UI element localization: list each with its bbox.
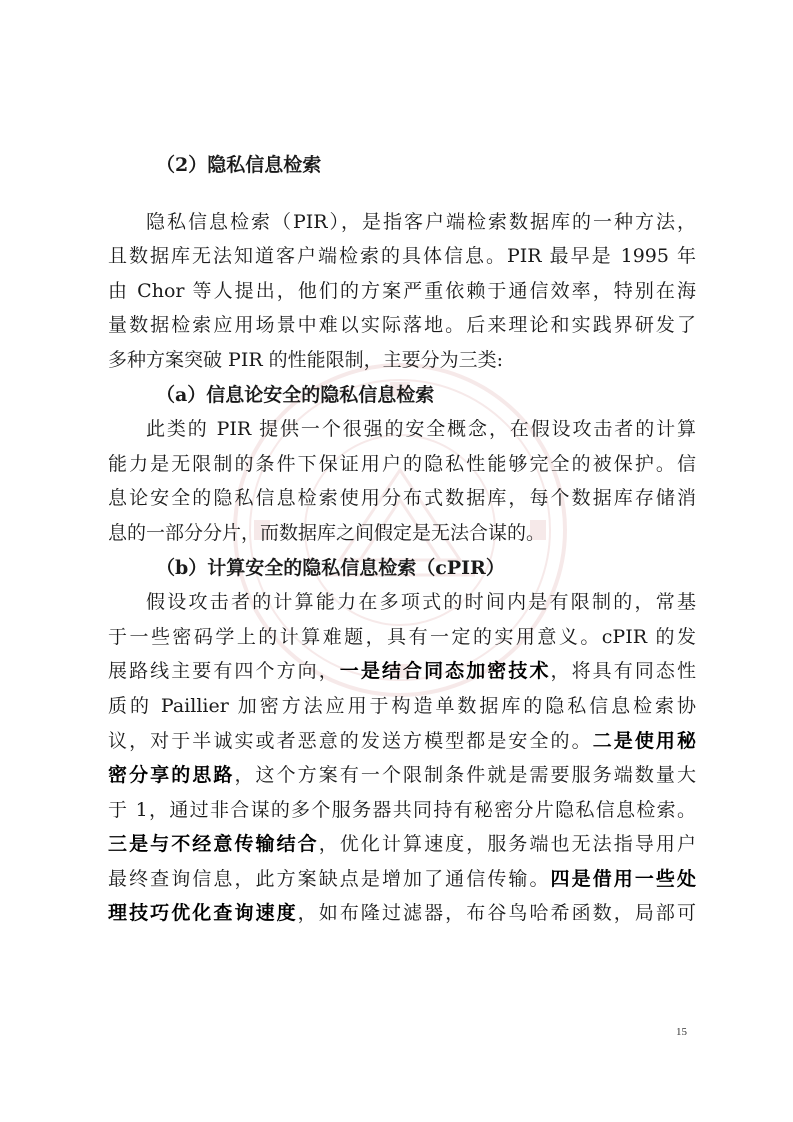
paragraph-line: 质的 Paillier 加密方法应用于构造单数据库的隐私信息检索协 <box>108 694 696 717</box>
text-span: ，这个方案有一个限制条件就是需要服务端数量大 <box>234 764 696 787</box>
subsection-heading-a: （a）信息论安全的隐私信息检索 <box>156 383 435 406</box>
section-heading: （2）隐私信息检索 <box>156 154 322 176</box>
page-number: 15 <box>676 1026 687 1038</box>
paragraph-line: 息的一部分分片，而数据库之间假定是无法合谋的。 <box>108 521 546 544</box>
text-span: ，将具有同态性 <box>550 660 696 683</box>
bold-highlight: 密分享的思路 <box>108 764 235 787</box>
bold-highlight: 三是与不经意传输结合 <box>108 833 319 856</box>
paragraph-line: 于一些密码学上的计算难题，具有一定的实用意义。cPIR 的发 <box>108 625 696 648</box>
document-body <box>108 148 696 931</box>
bold-highlight: 一是结合同态加密技术 <box>339 660 551 683</box>
text-span: ，优化计算速度，服务端也无法指导用户 <box>318 833 696 856</box>
paragraph-line <box>108 724 696 759</box>
bold-highlight: 四是借用一些处 <box>550 867 696 890</box>
paragraph-line: 且数据库无法知道客户端检索的具体信息。PIR 最早是 1995 年 <box>108 245 696 268</box>
paragraph-line <box>108 827 696 862</box>
paragraph-line: 此类的 PIR 提供一个很强的安全概念，在假设攻击者的计算 <box>146 418 696 441</box>
text-span: 议，对于半诚实或者恶意的发送方模型都是安全的。 <box>108 729 593 752</box>
text-span: 最终查询信息，此方案缺点是增加了通信传输。 <box>108 867 551 890</box>
paragraph-line: 假设攻击者的计算能力在多项式的时间内是有限制的，常基 <box>146 591 696 614</box>
paragraph-line <box>108 654 696 689</box>
paragraph-line: 能力是无限制的条件下保证用户的隐私性能够完全的被保护。信 <box>108 452 696 475</box>
paragraph-line <box>108 862 696 897</box>
paragraph-line: 息论安全的隐私信息检索使用分布式数据库，每个数据库存储消 <box>108 487 696 510</box>
paragraph-line: 由 Chor 等人提出，他们的方案严重依赖于通信效率，特别在海 <box>108 279 696 302</box>
paragraph-line <box>108 758 696 793</box>
bold-highlight: 二是使用秘 <box>592 729 696 752</box>
text-span: ，如布隆过滤器，布谷鸟哈希函数，局部可 <box>297 902 696 925</box>
paragraph-line: 量数据检索应用场景中难以实际落地。后来理论和实践界研发了 <box>108 314 696 337</box>
bold-highlight: 理技巧优化查询速度 <box>108 902 298 925</box>
paragraph-line: 于 1，通过非合谋的多个服务器共同持有秘密分片隐私信息检索。 <box>108 798 696 821</box>
paragraph-line: 隐私信息检索（PIR），是指客户端检索数据库的一种方法， <box>146 210 696 233</box>
text-span: 展路线主要有四个方向， <box>108 660 340 683</box>
subsection-heading-b: （b）计算安全的隐私信息检索（cPIR） <box>156 556 505 579</box>
paragraph-line: 多种方案突破 PIR 的性能限制，主要分为三类: <box>108 348 504 371</box>
paragraph-line <box>108 896 696 931</box>
